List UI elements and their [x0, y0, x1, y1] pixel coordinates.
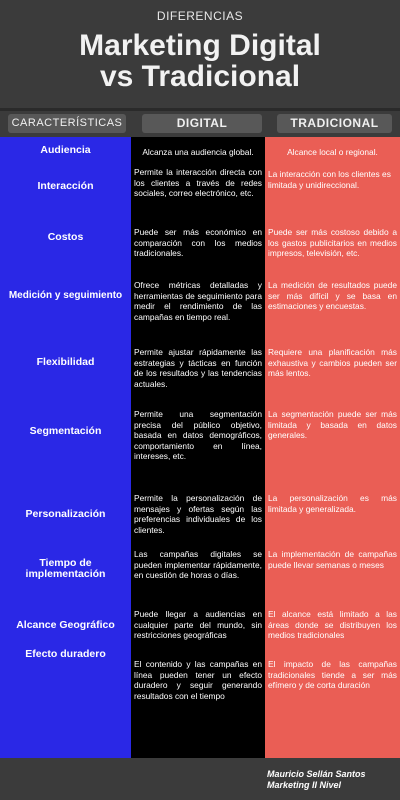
feature-segmentacion: Segmentación [29, 425, 102, 437]
title-line-2: vs Tradicional [99, 60, 301, 93]
digital-segmentacion: Permite una segmentación precisa del público objetivo, basada en datos demográficos, comportamiento en línea, intereses, etc. [134, 409, 262, 462]
feature-alcance: Alcance Geográfico [16, 619, 115, 631]
traditional-alcance: El alcance está limitado a las áreas donde se distribuyen los medios tradicionales [268, 609, 397, 641]
title-line-1: Marketing Digital [79, 29, 321, 62]
digital-flexibilidad: Permite ajustar rápidamente las estrategias y tácticas en función de los resultados y las tendencias actuales. [134, 347, 262, 389]
feature-audiencia: Audiencia [40, 144, 91, 156]
author-credit [267, 769, 366, 791]
feature-efecto: Efecto duradero [25, 648, 106, 660]
traditional-medicion: La medición de resultados puede ser más difícil y se basa en estimaciones y encuestas. [268, 280, 397, 312]
column-header-digital: DIGITAL [142, 114, 262, 133]
traditional-personalizacion: La personalización es más limitada y generalizada. [268, 493, 397, 514]
column-header-traditional: TRADICIONAL [277, 114, 392, 133]
digital-efecto: El contenido y las campañas en línea pueden tener un efecto duradero y seguir generando resultados con el tiempo [134, 659, 262, 701]
feature-interaccion: Interacción [37, 180, 94, 192]
digital-medicion: Ofrece métricas detalladas y herramientas de seguimiento para medir el rendimiento de las campañas en tiempo real. [134, 280, 262, 322]
digital-audiencia: Alcanza una audiencia global. [142, 147, 254, 157]
feature-costos: Costos [47, 231, 84, 243]
course-name: Marketing II Nivel [267, 780, 342, 790]
digital-costos: Puede ser más económico en comparación con los medios tradicionales. [134, 227, 262, 259]
header [0, 0, 400, 110]
author-name: Mauricio Sellán Santos [267, 769, 366, 779]
digital-interaccion: Permite la interacción directa con los clientes a través de redes sociales, correo electrónico, etc. [134, 167, 262, 199]
traditional-interaccion: La interacción con los clientes es limitada y unidireccional. [268, 169, 391, 190]
digital-tiempo: Las campañas digitales se pueden implementar rápidamente, en cuestión de horas o días. [134, 549, 262, 581]
traditional-flexibilidad: Requiere una planificación más exhaustiva y cambios pueden ser más lentos. [268, 347, 397, 379]
traditional-efecto: El impacto de las campañas tradicionales tiende a ser más efímero y de corta duración [268, 659, 397, 691]
page-title [0, 30, 400, 92]
traditional-segmentacion: La segmentación puede ser más limitada y basada en datos generales. [268, 409, 397, 441]
traditional-tiempo: La implementación de campañas puede llevar semanas o meses [268, 549, 397, 570]
digital-personalizacion: Permite la personalización de mensajes y ofertas según las preferencias individuales de los clientes. [134, 493, 262, 535]
feature-personalizacion: Personalización [25, 508, 106, 520]
feature-medicion: Medición y seguimiento [8, 290, 123, 301]
digital-alcance: Puede llegar a audiencias en cualquier parte del mundo, sin restricciones geográficas [134, 609, 262, 641]
traditional-audiencia: Alcance local o regional. [287, 147, 378, 157]
feature-flexibilidad: Flexibilidad [36, 356, 95, 368]
column-header-features: CARACTERÍSTICAS [8, 114, 126, 133]
traditional-costos: Puede ser más costoso debido a los gastos publicitarios en medios impresos, televisión, etc. [268, 227, 397, 259]
kicker-label: DIFERENCIAS [156, 9, 244, 23]
feature-tiempo: Tiempo de implementación [25, 557, 106, 580]
